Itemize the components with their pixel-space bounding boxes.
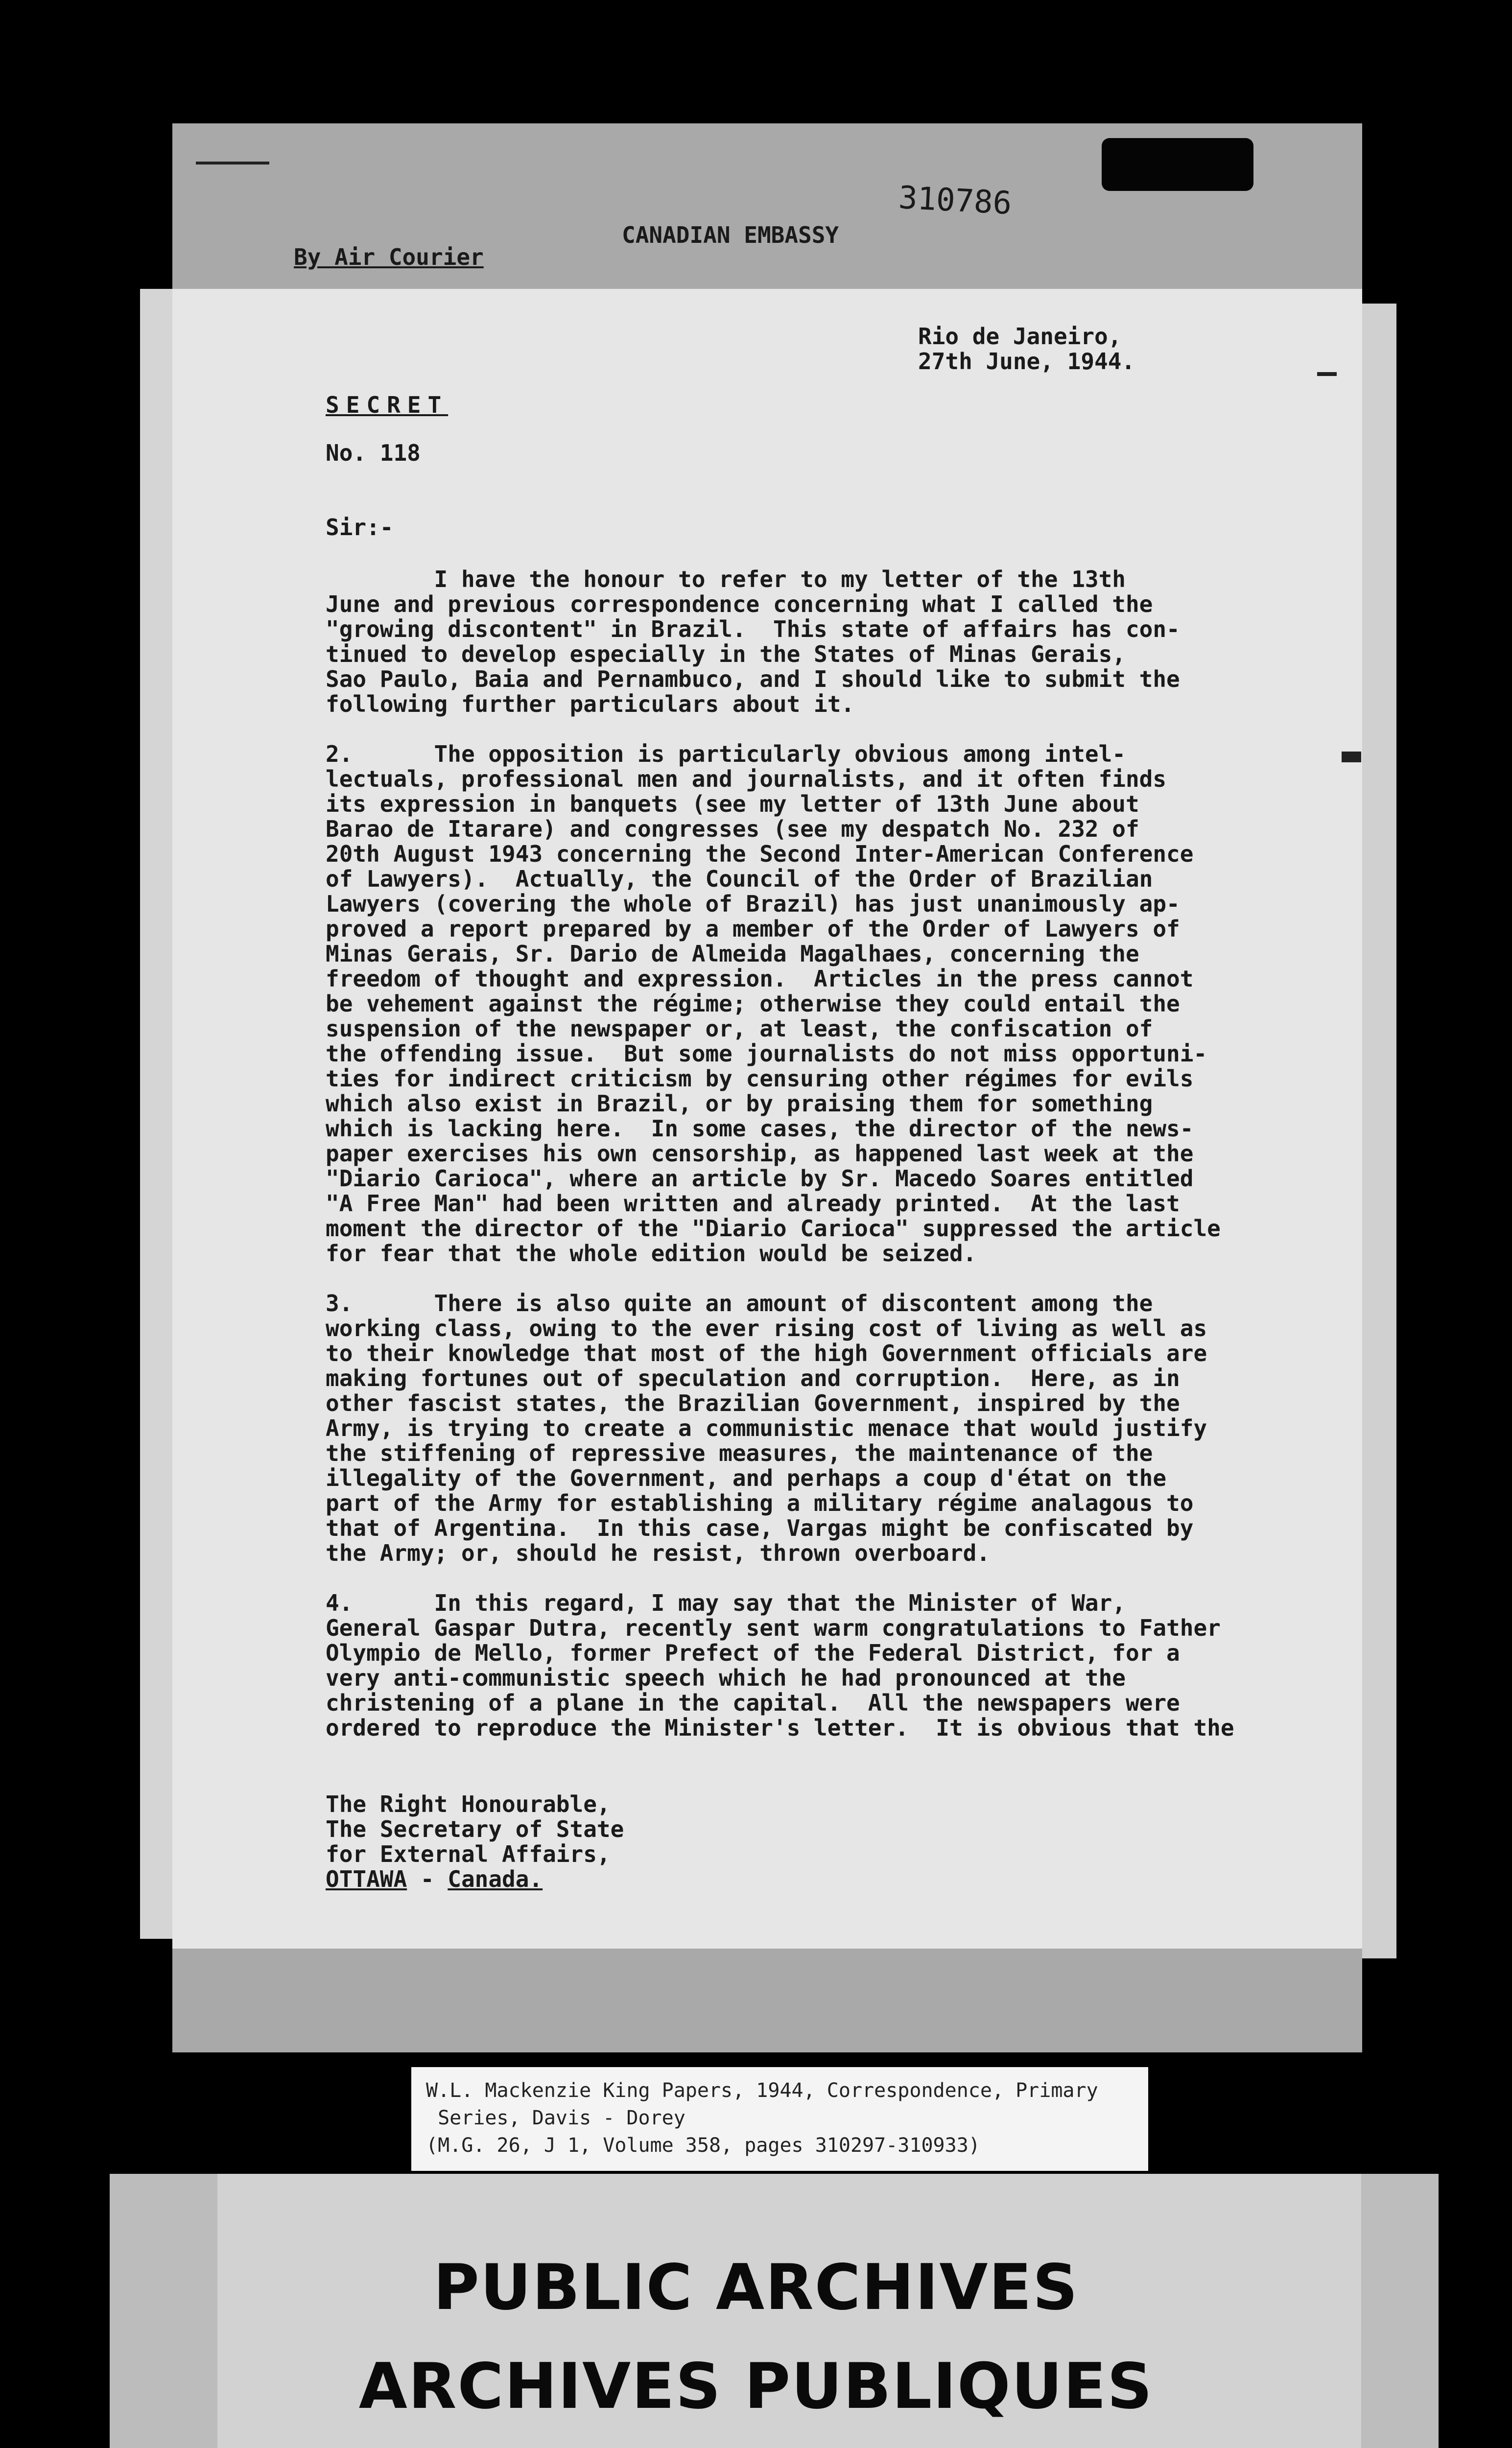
underlay-sheet-left xyxy=(140,289,174,1939)
addressee-line-3: for External Affairs, xyxy=(326,1841,611,1867)
despatch-number: No. 118 xyxy=(326,440,421,466)
margin-mark xyxy=(1317,372,1337,376)
salutation: Sir:- xyxy=(326,514,394,541)
letter-body: I have the honour to refer to my letter of the 13th June and previous correspondence concerning what I called the "growing discontent" in Brazil. This state of affairs has con- tinued to develop especially in the States of Minas Gerais, Sao Paulo, Baia and Pernambuco, and I should like to submit the following further particulars about it. 2. The opposition is particularly obvious among intel- lectuals, professional men and journalists, and it often finds its expression in banquets (see my letter of 13th June about Barao de Itarare) and congresses (see my despatch No. 232 of 20th August 1943 concerning the Second Inter-American Conference of Lawyers). Actually, the Council of the Order of Brazilian Lawyers (covering the whole of Brazil) has just unanimously ap- proved a report prepared by a member of the Order of Lawyers of Minas Gerais, Sr. Dario de Almeida Magalhaes, concerning the freedom of thought and expression. Articles in the press cannot be vehement against the régime; otherwise they could entail the suspension of the newspaper or, at least, the confiscation of the offending issue. But some journalists do not miss opportuni- ties for indirect criticism by censuring other régimes for evils which also exist in Brazil, or by praising them for something which is lacking here. In some cases, the director of the news- paper exercises his own censorship, as happened last week at the "Diario Carioca", where an article by Sr. Macedo Soares entitled "A Free Man" had been written and already printed. At the last moment the director of the "Diario Carioca" suppressed the article for fear that the whole edition would be seized. 3. There is also quite an amount of discontent among the working class, owing to the ever rising cost of living as well as to their knowledge that most of the high Government officials are making fortunes out of speculation and corruption. Here, as in other fascist states, the Brazilian Government, inspired by the Army, is trying to create a communistic menace that would justify the stiffening of repressive measures, the maintenance of the illegality of the Government, and perhaps a coup d'état on the part of the Army for establishing a military régime analagous to that of Argentina. In this case, Vargas might be confiscated by the Army; or, should he resist, thrown overboard. 4. In this regard, I may say that the Minister of War, General Gaspar Dutra, recently sent warm congratulations to Father Olympio de Mello, former Prefect of the Federal District, for a very anti-communistic speech which he had pronounced at the christening of a plane in the capital. All the newspapers were ordered to reproduce the Minister's letter. It is obvious that the xyxy=(326,566,1234,1741)
redaction-tab xyxy=(1102,138,1253,191)
classification-marking: SECRET xyxy=(326,392,449,418)
margin-mark xyxy=(196,162,269,165)
dateline: Rio de Janeiro, 27th June, 1944. xyxy=(918,323,1135,375)
margin-mark xyxy=(1342,752,1361,762)
catalog-label-text: W.L. Mackenzie King Papers, 1944, Correspondence, Primary Series, Davis - Dorey (M.G. 26, J 1, Volume 358, pages 310297-310933) xyxy=(426,2079,1098,2157)
stamp-line-public-archives: PUBLIC ARCHIVES xyxy=(433,2251,1079,2324)
addressee-separator: - xyxy=(407,1866,448,1892)
addressee-line-2: The Secretary of State xyxy=(326,1816,624,1842)
addressee-country: Canada. xyxy=(448,1866,543,1892)
addressee-line-1: The Right Honourable, xyxy=(326,1791,611,1817)
stamp-line-archives-publiques: ARCHIVES PUBLIQUES xyxy=(358,2350,1154,2423)
reference-number: 310786 xyxy=(898,180,1013,222)
addressee-city: OTTAWA xyxy=(326,1866,407,1892)
catalog-label xyxy=(411,2067,1148,2171)
delivery-method: By Air Courier xyxy=(294,244,484,270)
embassy-heading: CANADIAN EMBASSY xyxy=(622,222,839,248)
addressee-block xyxy=(326,1792,624,1892)
underlay-sheet-right xyxy=(1362,304,1396,1958)
